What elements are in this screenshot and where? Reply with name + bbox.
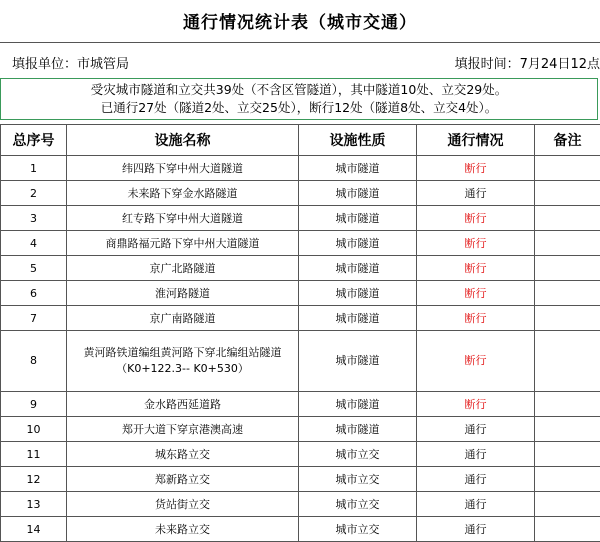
- row-serial-no: 10: [1, 417, 67, 442]
- row-facility-name: [67, 281, 299, 306]
- row-remarks: [535, 442, 600, 467]
- row-facility-type: 城市立交: [299, 467, 417, 492]
- facility-name-line: 京广北路隧道: [67, 260, 298, 276]
- row-serial-no: 1: [1, 156, 67, 181]
- row-serial-no: 7: [1, 306, 67, 331]
- row-serial-no: 4: [1, 231, 67, 256]
- row-facility-type: 城市立交: [299, 517, 417, 542]
- table-row: [1, 492, 600, 517]
- row-facility-type: 城市隧道: [299, 181, 417, 206]
- row-facility-type: 城市隧道: [299, 417, 417, 442]
- row-facility-type: 城市隧道: [299, 206, 417, 231]
- table-row: [1, 281, 600, 306]
- row-traffic-status: 断行: [417, 331, 535, 392]
- header-facility-type: 设施性质: [299, 125, 417, 156]
- table-row: [1, 181, 600, 206]
- table-row: [1, 442, 600, 467]
- row-traffic-status: 断行: [417, 306, 535, 331]
- row-remarks: [535, 231, 600, 256]
- table-row: [1, 156, 600, 181]
- summary-line-2: 已通行27处（隧道2处、立交25处），断行12处（隧道8处、立交4处）。: [1, 99, 597, 117]
- row-traffic-status: 断行: [417, 156, 535, 181]
- row-remarks: [535, 517, 600, 542]
- facility-name-line: 郑新路立交: [67, 471, 298, 487]
- row-remarks: [535, 417, 600, 442]
- table-row: [1, 417, 600, 442]
- row-traffic-status: 通行: [417, 181, 535, 206]
- row-serial-no: 9: [1, 392, 67, 417]
- table-header-row: [1, 125, 600, 156]
- row-facility-type: 城市立交: [299, 442, 417, 467]
- row-facility-type: 城市隧道: [299, 281, 417, 306]
- facility-name-line: 京广南路隧道: [67, 310, 298, 326]
- page-title: 通行情况统计表（城市交通）: [0, 0, 600, 40]
- row-traffic-status: 通行: [417, 417, 535, 442]
- row-facility-type: 城市隧道: [299, 256, 417, 281]
- row-facility-name: [67, 331, 299, 392]
- header-remarks: 备注: [535, 125, 600, 156]
- row-facility-name: [67, 181, 299, 206]
- row-traffic-status: 通行: [417, 492, 535, 517]
- summary-line-1: 受灾城市隧道和立交共39处（不含区管隧道），其中隧道10处、立交29处。: [1, 81, 597, 99]
- row-serial-no: 8: [1, 331, 67, 392]
- row-remarks: [535, 256, 600, 281]
- row-facility-type: 城市隧道: [299, 392, 417, 417]
- table-row: [1, 517, 600, 542]
- row-remarks: [535, 306, 600, 331]
- facility-name-line: 纬四路下穿中州大道隧道: [67, 160, 298, 176]
- reporting-unit: 填报单位：市城管局: [12, 53, 129, 72]
- reporting-time: 填报时间：7月24日12点: [455, 53, 600, 72]
- header-traffic-status: 通行情况: [417, 125, 535, 156]
- table-row: [1, 306, 600, 331]
- facility-name-line: 黄河路铁道编组黄河路下穿北编组站隧道: [67, 345, 298, 361]
- row-facility-name: [67, 206, 299, 231]
- row-facility-type: 城市隧道: [299, 156, 417, 181]
- row-facility-name: [67, 492, 299, 517]
- table-row: [1, 231, 600, 256]
- summary-box: [0, 78, 598, 120]
- facility-name-line: 红专路下穿中州大道隧道: [67, 210, 298, 226]
- facility-name-line: 郑开大道下穿京港澳高速: [67, 421, 298, 437]
- meta-row: [0, 42, 600, 79]
- row-traffic-status: 通行: [417, 517, 535, 542]
- row-facility-type: 城市隧道: [299, 231, 417, 256]
- row-remarks: [535, 206, 600, 231]
- row-traffic-status: 通行: [417, 442, 535, 467]
- row-serial-no: 6: [1, 281, 67, 306]
- row-facility-name: [67, 306, 299, 331]
- table-row: [1, 392, 600, 417]
- row-serial-no: 13: [1, 492, 67, 517]
- facility-chainage-line: （K0+122.3-- K0+530）: [67, 361, 298, 377]
- row-traffic-status: 断行: [417, 231, 535, 256]
- row-facility-name: [67, 467, 299, 492]
- table-row: [1, 331, 600, 392]
- row-facility-name: [67, 256, 299, 281]
- row-serial-no: 12: [1, 467, 67, 492]
- row-facility-name: [67, 392, 299, 417]
- row-facility-name: [67, 156, 299, 181]
- facility-name-line: 商鼎路福元路下穿中州大道隧道: [67, 235, 298, 251]
- facility-name-line: 金水路西延道路: [67, 396, 298, 412]
- row-traffic-status: 断行: [417, 256, 535, 281]
- row-facility-name: [67, 517, 299, 542]
- row-facility-type: 城市隧道: [299, 306, 417, 331]
- row-remarks: [535, 492, 600, 517]
- row-remarks: [535, 331, 600, 392]
- row-facility-type: 城市立交: [299, 492, 417, 517]
- row-serial-no: 14: [1, 517, 67, 542]
- facility-name-line: 城东路立交: [67, 446, 298, 462]
- row-traffic-status: 通行: [417, 467, 535, 492]
- row-traffic-status: 断行: [417, 206, 535, 231]
- table-row: [1, 206, 600, 231]
- row-facility-name: [67, 442, 299, 467]
- row-facility-type: 城市隧道: [299, 331, 417, 392]
- facility-name-line: 淮河路隧道: [67, 285, 298, 301]
- header-serial-no: 总序号: [1, 125, 67, 156]
- row-traffic-status: 断行: [417, 392, 535, 417]
- row-facility-name: [67, 417, 299, 442]
- row-remarks: [535, 467, 600, 492]
- facility-name-line: 未来路下穿金水路隧道: [67, 185, 298, 201]
- row-remarks: [535, 156, 600, 181]
- facility-name-line: 货站街立交: [67, 496, 298, 512]
- row-serial-no: 5: [1, 256, 67, 281]
- row-facility-name: [67, 231, 299, 256]
- row-serial-no: 3: [1, 206, 67, 231]
- traffic-table: [0, 124, 600, 542]
- row-remarks: [535, 392, 600, 417]
- row-serial-no: 2: [1, 181, 67, 206]
- row-serial-no: 11: [1, 442, 67, 467]
- facility-name-line: 未来路立交: [67, 521, 298, 537]
- row-traffic-status: 断行: [417, 281, 535, 306]
- table-row: [1, 467, 600, 492]
- row-remarks: [535, 181, 600, 206]
- header-facility-name: 设施名称: [67, 125, 299, 156]
- row-remarks: [535, 281, 600, 306]
- table-row: [1, 256, 600, 281]
